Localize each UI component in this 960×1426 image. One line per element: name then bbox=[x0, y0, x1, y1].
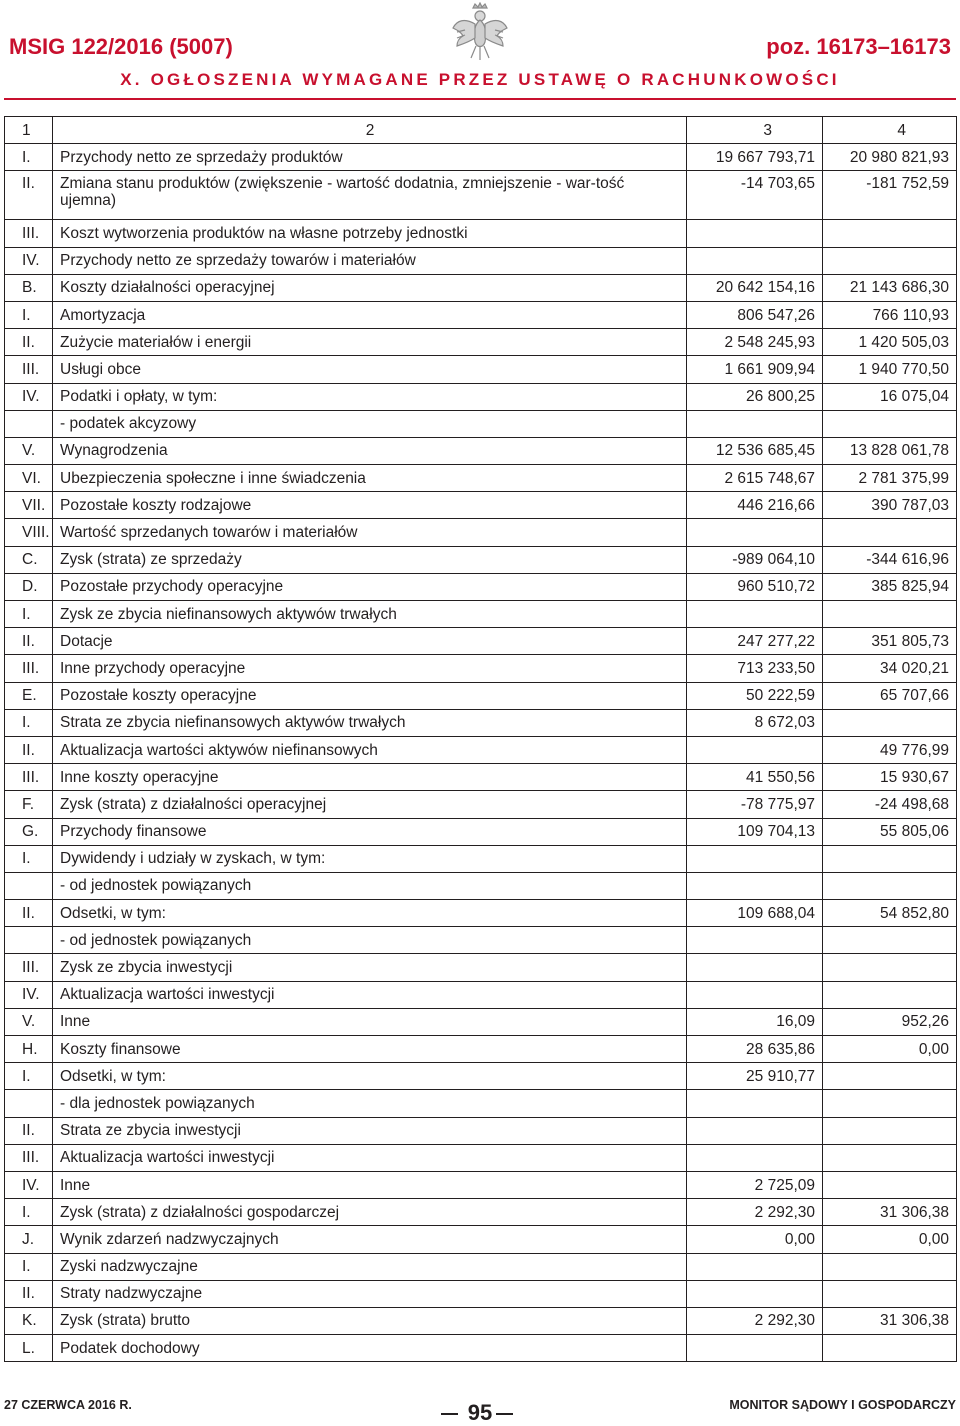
journal-issue: MSIG 122/2016 (5007) bbox=[9, 34, 233, 59]
row-value-current: 109 704,13 bbox=[687, 818, 823, 845]
row-item-name: Ubezpieczenia społeczne i inne świadczenia bbox=[53, 465, 687, 492]
row-item-name: - od jednostek powiązanych bbox=[53, 872, 687, 899]
row-value-previous: 55 805,06 bbox=[823, 818, 957, 845]
row-value-current: 2 615 748,67 bbox=[687, 465, 823, 492]
row-value-current bbox=[687, 1253, 823, 1280]
row-value-current bbox=[687, 601, 823, 628]
table-body bbox=[5, 117, 957, 1362]
row-value-previous: 21 143 686,30 bbox=[823, 274, 957, 301]
row-number: III. bbox=[5, 764, 53, 791]
row-item-name: Odsetki, w tym: bbox=[53, 1063, 687, 1090]
row-number: C. bbox=[5, 546, 53, 573]
table-row bbox=[5, 872, 957, 899]
row-value-current: 28 635,86 bbox=[687, 1036, 823, 1063]
row-item-name: Usługi obce bbox=[53, 356, 687, 383]
row-value-previous bbox=[823, 1063, 957, 1090]
row-value-current: 1 661 909,94 bbox=[687, 356, 823, 383]
row-item-name: Pozostałe koszty operacyjne bbox=[53, 682, 687, 709]
row-number: IV. bbox=[5, 1171, 53, 1198]
row-value-current bbox=[687, 927, 823, 954]
table-row bbox=[5, 927, 957, 954]
row-value-current bbox=[687, 519, 823, 546]
table-row bbox=[5, 845, 957, 872]
table-row bbox=[5, 1253, 957, 1280]
table-row bbox=[5, 546, 957, 573]
row-value-previous bbox=[823, 1144, 957, 1171]
row-value-current: 2 292,30 bbox=[687, 1199, 823, 1226]
row-value-current: 2 725,09 bbox=[687, 1171, 823, 1198]
table-row bbox=[5, 573, 957, 600]
row-number: II. bbox=[5, 1117, 53, 1144]
row-value-previous: 952,26 bbox=[823, 1008, 957, 1035]
row-item-name: Zysk (strata) brutto bbox=[53, 1307, 687, 1334]
row-number: G. bbox=[5, 818, 53, 845]
section-title: X. OGŁOSZENIA WYMAGANE PRZEZ USTAWĘ O RACHUNKOWOŚCI bbox=[120, 70, 840, 89]
row-number: I. bbox=[5, 144, 53, 171]
row-item-name: Zysk (strata) ze sprzedaży bbox=[53, 546, 687, 573]
row-value-current bbox=[687, 981, 823, 1008]
row-number: V. bbox=[5, 1008, 53, 1035]
table-row bbox=[5, 1090, 957, 1117]
row-value-current: 26 800,25 bbox=[687, 383, 823, 410]
row-item-name: Aktualizacja wartości inwestycji bbox=[53, 981, 687, 1008]
row-value-current bbox=[687, 954, 823, 981]
table-header-row bbox=[5, 117, 957, 144]
row-number: III. bbox=[5, 356, 53, 383]
row-number: I. bbox=[5, 1199, 53, 1226]
row-value-previous: 1 940 770,50 bbox=[823, 356, 957, 383]
row-number: I. bbox=[5, 1253, 53, 1280]
row-item-name: Wynik zdarzeń nadzwyczajnych bbox=[53, 1226, 687, 1253]
row-value-current: 19 667 793,71 bbox=[687, 144, 823, 171]
row-value-previous: -24 498,68 bbox=[823, 791, 957, 818]
table-row bbox=[5, 791, 957, 818]
table-row bbox=[5, 1335, 957, 1362]
column-header: 3 bbox=[687, 117, 823, 144]
row-value-previous: 0,00 bbox=[823, 1036, 957, 1063]
publication-date: 27 CZERWCA 2016 R. bbox=[4, 1398, 132, 1412]
row-number bbox=[5, 927, 53, 954]
entry-position: poz. 16173–16173 bbox=[766, 34, 951, 59]
column-header: 4 bbox=[823, 117, 957, 144]
row-value-current bbox=[687, 1090, 823, 1117]
financial-statement-table bbox=[4, 116, 957, 1362]
row-value-previous bbox=[823, 1253, 957, 1280]
row-value-previous: 766 110,93 bbox=[823, 301, 957, 328]
row-item-name: Podatek dochodowy bbox=[53, 1335, 687, 1362]
row-value-current bbox=[687, 736, 823, 763]
row-number: I. bbox=[5, 301, 53, 328]
row-value-previous: 13 828 061,78 bbox=[823, 437, 957, 464]
row-value-current bbox=[687, 1335, 823, 1362]
row-value-previous bbox=[823, 1280, 957, 1307]
row-number: II. bbox=[5, 1280, 53, 1307]
row-value-previous bbox=[823, 954, 957, 981]
row-value-current: 2 292,30 bbox=[687, 1307, 823, 1334]
row-value-current: 960 510,72 bbox=[687, 573, 823, 600]
row-value-current bbox=[687, 1144, 823, 1171]
row-item-name: Aktualizacja wartości inwestycji bbox=[53, 1144, 687, 1171]
row-item-name: Zmiana stanu produktów (zwiększenie - wartość dodatnia, zmniejszenie - war-tość ujemna) bbox=[53, 171, 687, 220]
table-row bbox=[5, 954, 957, 981]
table-row bbox=[5, 1199, 957, 1226]
row-number: L. bbox=[5, 1335, 53, 1362]
row-value-previous bbox=[823, 709, 957, 736]
table-row bbox=[5, 144, 957, 171]
row-number: E. bbox=[5, 682, 53, 709]
row-item-name: Amortyzacja bbox=[53, 301, 687, 328]
row-number: III. bbox=[5, 954, 53, 981]
table-row bbox=[5, 1008, 957, 1035]
row-number: IV. bbox=[5, 981, 53, 1008]
row-number: B. bbox=[5, 274, 53, 301]
table-row bbox=[5, 1063, 957, 1090]
row-value-previous: 54 852,80 bbox=[823, 900, 957, 927]
row-number: V. bbox=[5, 437, 53, 464]
row-item-name: - dla jednostek powiązanych bbox=[53, 1090, 687, 1117]
row-value-previous bbox=[823, 927, 957, 954]
row-value-current bbox=[687, 1280, 823, 1307]
row-value-current: 446 216,66 bbox=[687, 492, 823, 519]
row-number: III. bbox=[5, 655, 53, 682]
row-item-name: - od jednostek powiązanych bbox=[53, 927, 687, 954]
row-number: VII. bbox=[5, 492, 53, 519]
row-value-current bbox=[687, 872, 823, 899]
row-number bbox=[5, 410, 53, 437]
row-item-name: Inne koszty operacyjne bbox=[53, 764, 687, 791]
table-row bbox=[5, 764, 957, 791]
row-value-previous: 31 306,38 bbox=[823, 1307, 957, 1334]
row-value-previous bbox=[823, 1090, 957, 1117]
row-item-name: - podatek akcyzowy bbox=[53, 410, 687, 437]
row-value-previous: 20 980 821,93 bbox=[823, 144, 957, 171]
row-value-previous bbox=[823, 845, 957, 872]
row-value-current: 41 550,56 bbox=[687, 764, 823, 791]
row-item-name: Koszty finansowe bbox=[53, 1036, 687, 1063]
column-header: 1 bbox=[5, 117, 53, 144]
row-item-name: Koszty działalności operacyjnej bbox=[53, 274, 687, 301]
row-number: I. bbox=[5, 601, 53, 628]
row-value-previous: 49 776,99 bbox=[823, 736, 957, 763]
row-number: II. bbox=[5, 900, 53, 927]
table-row bbox=[5, 465, 957, 492]
row-number: I. bbox=[5, 845, 53, 872]
table-row bbox=[5, 981, 957, 1008]
column-header: 2 bbox=[53, 117, 687, 144]
row-number: I. bbox=[5, 709, 53, 736]
table-row bbox=[5, 682, 957, 709]
table-row bbox=[5, 437, 957, 464]
row-value-previous: 65 707,66 bbox=[823, 682, 957, 709]
row-value-previous bbox=[823, 1117, 957, 1144]
row-item-name: Inne bbox=[53, 1171, 687, 1198]
row-item-name: Aktualizacja wartości aktywów niefinansowych bbox=[53, 736, 687, 763]
row-value-previous: 15 930,67 bbox=[823, 764, 957, 791]
row-item-name: Pozostałe koszty rodzajowe bbox=[53, 492, 687, 519]
row-value-current bbox=[687, 247, 823, 274]
table-row bbox=[5, 818, 957, 845]
row-number: II. bbox=[5, 329, 53, 356]
table-row bbox=[5, 1036, 957, 1063]
table-row bbox=[5, 410, 957, 437]
row-value-current: 20 642 154,16 bbox=[687, 274, 823, 301]
row-value-current: 16,09 bbox=[687, 1008, 823, 1035]
row-number: II. bbox=[5, 171, 53, 220]
row-value-previous: 0,00 bbox=[823, 1226, 957, 1253]
row-value-previous: 2 781 375,99 bbox=[823, 465, 957, 492]
polish-eagle-emblem-icon bbox=[451, 2, 509, 62]
row-item-name: Dotacje bbox=[53, 628, 687, 655]
row-number: F. bbox=[5, 791, 53, 818]
table-row bbox=[5, 171, 957, 220]
row-value-previous bbox=[823, 220, 957, 247]
row-value-current: 8 672,03 bbox=[687, 709, 823, 736]
table-row bbox=[5, 1280, 957, 1307]
row-item-name: Przychody netto ze sprzedaży produktów bbox=[53, 144, 687, 171]
table-row bbox=[5, 247, 957, 274]
row-value-current: 50 222,59 bbox=[687, 682, 823, 709]
table-row bbox=[5, 655, 957, 682]
row-value-current: 247 277,22 bbox=[687, 628, 823, 655]
row-value-current: 12 536 685,45 bbox=[687, 437, 823, 464]
publication-name: MONITOR SĄDOWY I GOSPODARCZY bbox=[729, 1398, 956, 1412]
row-number: IV. bbox=[5, 247, 53, 274]
row-value-previous bbox=[823, 519, 957, 546]
row-value-current bbox=[687, 220, 823, 247]
row-item-name: Odsetki, w tym: bbox=[53, 900, 687, 927]
row-value-previous: 16 075,04 bbox=[823, 383, 957, 410]
table-row bbox=[5, 1307, 957, 1334]
row-number: K. bbox=[5, 1307, 53, 1334]
row-item-name: Podatki i opłaty, w tym: bbox=[53, 383, 687, 410]
row-number: II. bbox=[5, 736, 53, 763]
table-row bbox=[5, 1226, 957, 1253]
row-value-previous: -344 616,96 bbox=[823, 546, 957, 573]
row-number bbox=[5, 872, 53, 899]
row-value-current: 713 233,50 bbox=[687, 655, 823, 682]
row-value-previous: 390 787,03 bbox=[823, 492, 957, 519]
row-value-current: 806 547,26 bbox=[687, 301, 823, 328]
row-item-name: Strata ze zbycia inwestycji bbox=[53, 1117, 687, 1144]
row-item-name: Zysk ze zbycia niefinansowych aktywów trwałych bbox=[53, 601, 687, 628]
row-number: VI. bbox=[5, 465, 53, 492]
page-number-dash bbox=[496, 1413, 513, 1415]
table-row bbox=[5, 709, 957, 736]
row-item-name: Straty nadzwyczajne bbox=[53, 1280, 687, 1307]
table-row bbox=[5, 1117, 957, 1144]
row-value-current: -14 703,65 bbox=[687, 171, 823, 220]
row-number: D. bbox=[5, 573, 53, 600]
row-item-name: Zysk ze zbycia inwestycji bbox=[53, 954, 687, 981]
row-value-previous: 31 306,38 bbox=[823, 1199, 957, 1226]
table-row bbox=[5, 301, 957, 328]
row-value-previous: 34 020,21 bbox=[823, 655, 957, 682]
table-row bbox=[5, 356, 957, 383]
table-row bbox=[5, 1171, 957, 1198]
row-number: III. bbox=[5, 220, 53, 247]
row-number: VIII. bbox=[5, 519, 53, 546]
row-item-name: Strata ze zbycia niefinansowych aktywów trwałych bbox=[53, 709, 687, 736]
row-item-name: Zyski nadzwyczajne bbox=[53, 1253, 687, 1280]
row-number: III. bbox=[5, 1144, 53, 1171]
row-item-name: Przychody finansowe bbox=[53, 818, 687, 845]
table-row bbox=[5, 736, 957, 763]
row-number: J. bbox=[5, 1226, 53, 1253]
table-row bbox=[5, 519, 957, 546]
row-item-name: Przychody netto ze sprzedaży towarów i materiałów bbox=[53, 247, 687, 274]
table-row bbox=[5, 329, 957, 356]
row-value-previous bbox=[823, 247, 957, 274]
row-item-name: Zysk (strata) z działalności gospodarczej bbox=[53, 1199, 687, 1226]
row-number: IV. bbox=[5, 383, 53, 410]
table-row bbox=[5, 492, 957, 519]
row-value-previous: 351 805,73 bbox=[823, 628, 957, 655]
row-value-previous: 385 825,94 bbox=[823, 573, 957, 600]
row-number bbox=[5, 1090, 53, 1117]
row-item-name: Koszt wytworzenia produktów na własne potrzeby jednostki bbox=[53, 220, 687, 247]
row-value-previous bbox=[823, 872, 957, 899]
row-item-name: Inne przychody operacyjne bbox=[53, 655, 687, 682]
row-number: II. bbox=[5, 628, 53, 655]
row-number: H. bbox=[5, 1036, 53, 1063]
row-value-current: -989 064,10 bbox=[687, 546, 823, 573]
row-value-current: 0,00 bbox=[687, 1226, 823, 1253]
row-value-previous bbox=[823, 981, 957, 1008]
row-item-name: Wartość sprzedanych towarów i materiałów bbox=[53, 519, 687, 546]
row-value-current bbox=[687, 410, 823, 437]
row-value-previous: 1 420 505,03 bbox=[823, 329, 957, 356]
row-value-previous: -181 752,59 bbox=[823, 171, 957, 220]
table-row bbox=[5, 601, 957, 628]
row-number: I. bbox=[5, 1063, 53, 1090]
row-item-name: Zysk (strata) z działalności operacyjnej bbox=[53, 791, 687, 818]
row-value-current bbox=[687, 845, 823, 872]
row-item-name: Dywidendy i udziały w zyskach, w tym: bbox=[53, 845, 687, 872]
row-item-name: Pozostałe przychody operacyjne bbox=[53, 573, 687, 600]
table-row bbox=[5, 628, 957, 655]
row-item-name: Zużycie materiałów i energii bbox=[53, 329, 687, 356]
row-value-previous bbox=[823, 1171, 957, 1198]
row-value-previous bbox=[823, 410, 957, 437]
row-value-current: 2 548 245,93 bbox=[687, 329, 823, 356]
row-item-name: Inne bbox=[53, 1008, 687, 1035]
row-value-current: 25 910,77 bbox=[687, 1063, 823, 1090]
row-item-name: Wynagrodzenia bbox=[53, 437, 687, 464]
table-row bbox=[5, 383, 957, 410]
row-value-current: -78 775,97 bbox=[687, 791, 823, 818]
row-value-previous bbox=[823, 601, 957, 628]
section-divider bbox=[4, 98, 956, 100]
row-value-previous bbox=[823, 1335, 957, 1362]
table-row bbox=[5, 1144, 957, 1171]
row-value-current bbox=[687, 1117, 823, 1144]
page-number: 95 bbox=[467, 1400, 493, 1425]
table-row bbox=[5, 220, 957, 247]
table-row bbox=[5, 274, 957, 301]
row-value-current: 109 688,04 bbox=[687, 900, 823, 927]
table-row bbox=[5, 900, 957, 927]
